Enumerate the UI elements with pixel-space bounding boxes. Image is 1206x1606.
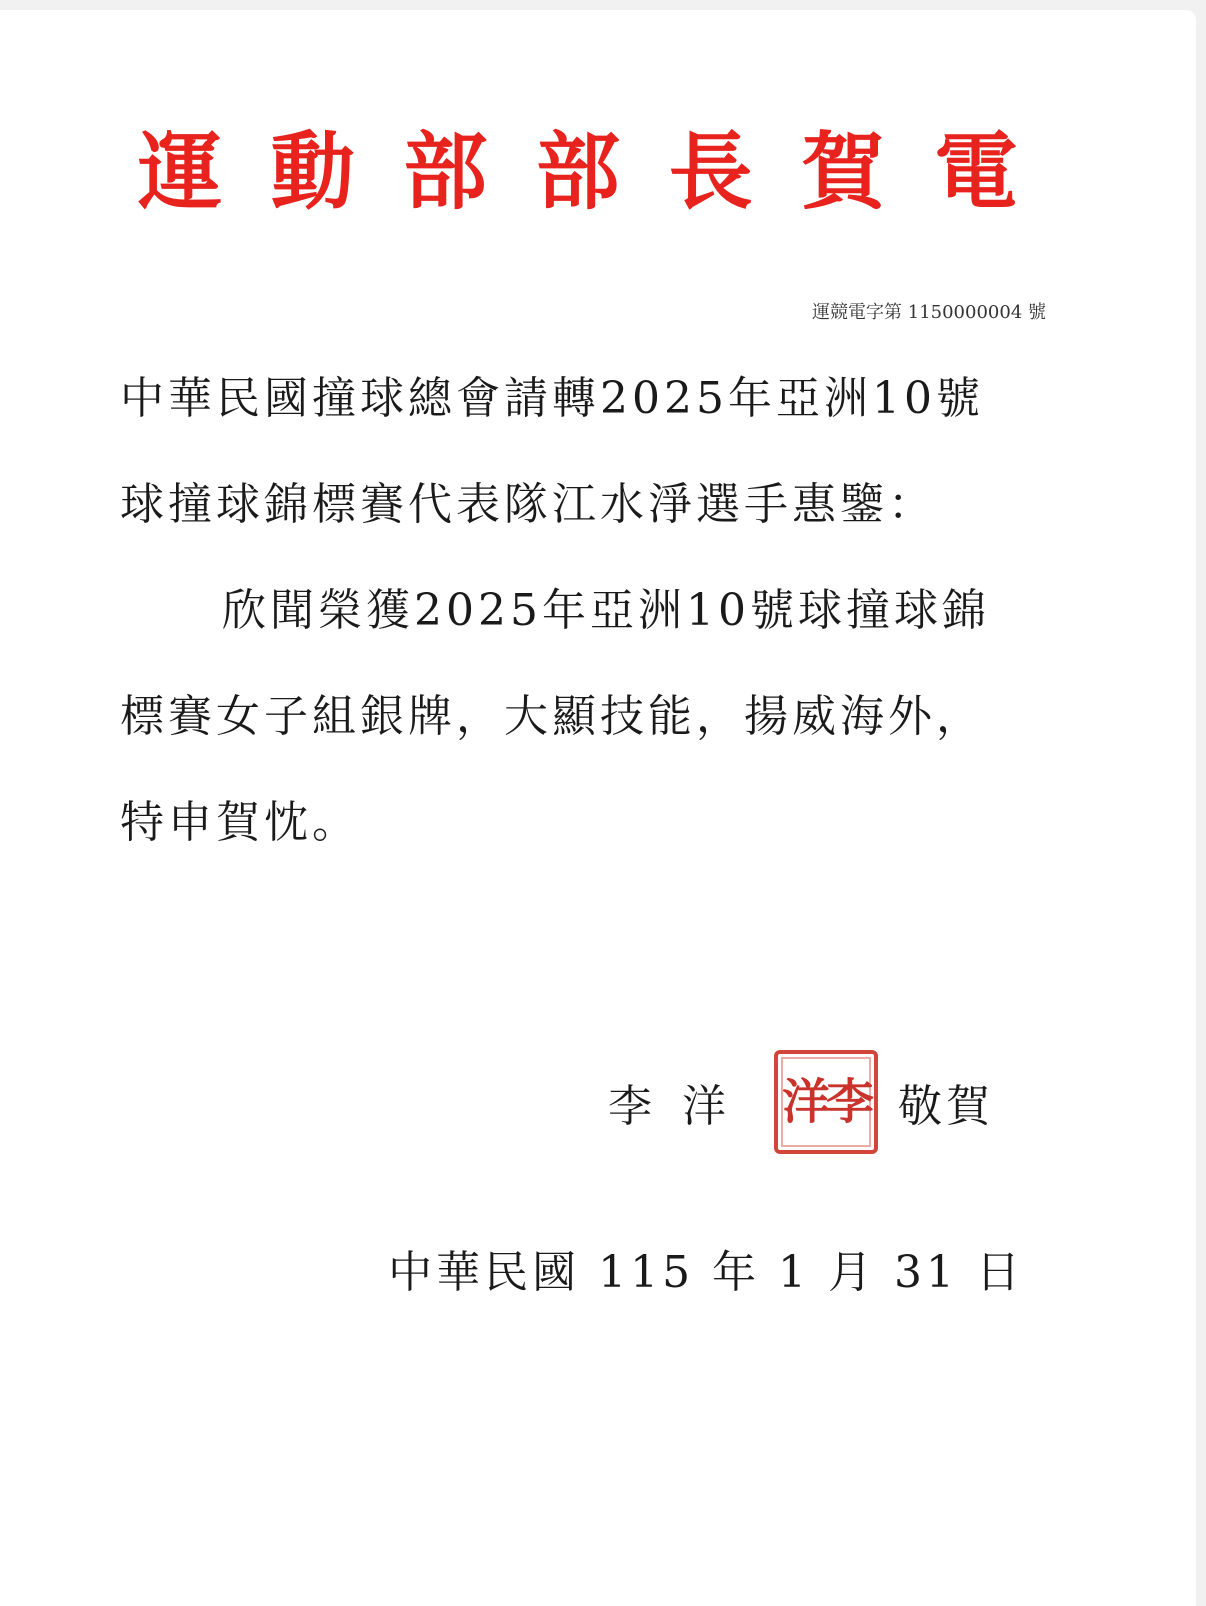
letter-body bbox=[120, 346, 1070, 876]
body-line-1: 中華民國撞球總會請轉2025年亞洲10號 bbox=[120, 373, 984, 424]
page-title bbox=[138, 122, 1018, 222]
signer-name: 李洋 bbox=[608, 1081, 756, 1132]
title-char: 賀 bbox=[801, 122, 886, 221]
body-line-5: 特申賀忱。 bbox=[120, 797, 360, 848]
seal-stamp bbox=[774, 1050, 878, 1154]
title-char: 部 bbox=[535, 122, 620, 221]
seal-text: 洋李 bbox=[781, 1074, 870, 1130]
body-line-3: 欣聞榮獲2025年亞洲10號球撞球錦 bbox=[222, 585, 990, 636]
title-char: 長 bbox=[668, 122, 753, 221]
body-line-2: 球撞球錦標賽代表隊江水淨選手惠鑒： bbox=[120, 479, 936, 530]
title-char: 動 bbox=[270, 122, 355, 221]
title-char: 電 bbox=[933, 122, 1018, 221]
signature-block bbox=[608, 1050, 994, 1154]
body-line-4: 標賽女子組銀牌，大顯技能，揚威海外， bbox=[120, 691, 984, 742]
letter-date: 中華民國 115 年 1 月 31 日 bbox=[388, 1247, 1024, 1298]
document-number: 運競電字第 1150000004 號 bbox=[812, 302, 1046, 323]
letter-page bbox=[0, 10, 1196, 1606]
title-char: 運 bbox=[138, 122, 223, 221]
title-char: 部 bbox=[403, 122, 488, 221]
closing-text: 敬賀 bbox=[898, 1081, 994, 1132]
